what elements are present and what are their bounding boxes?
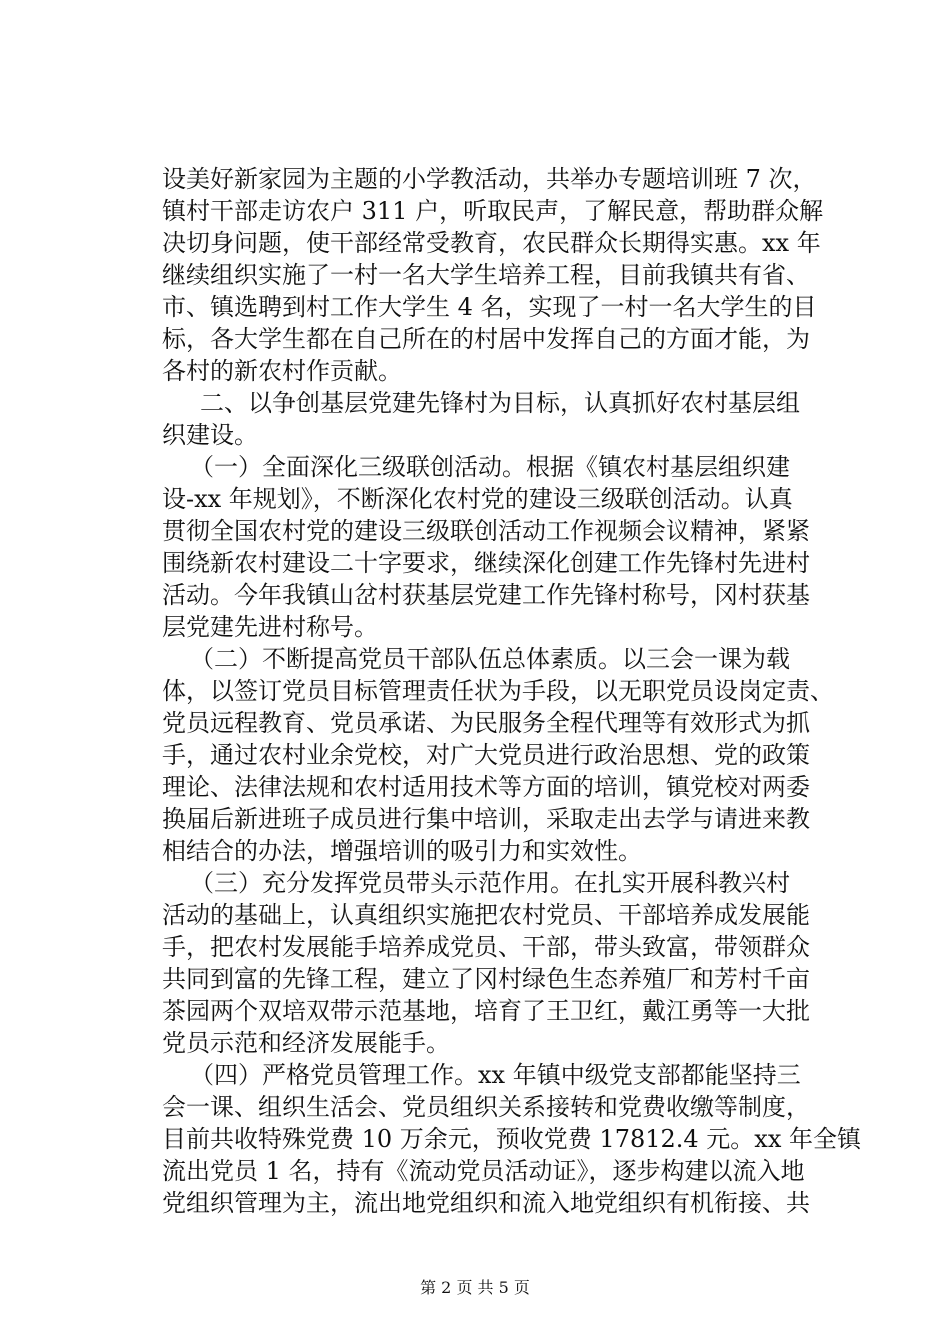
text-line: 流出党员 1 名，持有《流动党员活动证》，逐步构建以流入地 — [162, 1157, 805, 1185]
text-line: （二）不断提高党员干部队伍总体素质。以三会一课为载 — [190, 645, 790, 673]
text-line: （三）充分发挥党员带头示范作用。在扎实开展科教兴村 — [190, 869, 790, 897]
section-heading-line: 织建设。 — [162, 421, 258, 449]
text-line: 贯彻全国农村党的建设三级联创活动工作视频会议精神，紧紧 — [162, 517, 810, 545]
text-line: 换届后新进班子成员进行集中培训，采取走出去学与请进来教 — [162, 805, 810, 833]
page-number-footer: 第 2 页 共 5 页 — [420, 1278, 530, 1297]
text-line: 目前共收特殊党费 10 万余元，预收党费 17812.4 元。xx 年全镇 — [162, 1125, 861, 1153]
text-line: 层党建先进村称号。 — [162, 613, 378, 641]
text-line: 茶园两个双培双带示范基地，培育了王卫红，戴江勇等一大批 — [162, 997, 810, 1025]
text-line: 相结合的办法，增强培训的吸引力和实效性。 — [162, 837, 642, 865]
text-line: 标，各大学生都在自己所在的村居中发挥自己的方面才能，为 — [162, 325, 810, 353]
text-line: 围绕新农村建设二十字要求，继续深化创建工作先锋村先进村 — [162, 549, 810, 577]
text-line: （一）全面深化三级联创活动。根据《镇农村基层组织建 — [190, 453, 790, 481]
text-line: 决切身问题，使干部经常受教育，农民群众长期得实惠。xx 年 — [162, 229, 821, 257]
text-line: 共同到富的先锋工程，建立了冈村绿色生态养殖厂和芳村千亩 — [162, 965, 810, 993]
text-line: 继续组织实施了一村一名大学生培养工程，目前我镇共有省、 — [162, 261, 810, 289]
text-line: 活动的基础上，认真组织实施把农村党员、干部培养成发展能 — [162, 901, 810, 929]
text-line: 党员示范和经济发展能手。 — [162, 1029, 450, 1057]
text-line: 设-xx 年规划》，不断深化农村党的建设三级联创活动。认真 — [162, 485, 793, 513]
text-line: 活动。今年我镇山岔村获基层党建工作先锋村称号，冈村获基 — [162, 581, 810, 609]
text-line: 党员远程教育、党员承诺、为民服务全程代理等有效形式为抓 — [162, 709, 810, 737]
text-line: 理论、法律法规和农村适用技术等方面的培训，镇党校对两委 — [162, 773, 810, 801]
text-line: 会一课、组织生活会、党员组织关系接转和党费收缴等制度， — [162, 1093, 810, 1121]
text-line: 手，通过农村业余党校，对广大党员进行政治思想、党的政策 — [162, 741, 810, 769]
text-line: 市、镇选聘到村工作大学生 4 名，实现了一村一名大学生的目 — [162, 293, 817, 321]
text-line: 手，把农村发展能手培养成党员、干部，带头致富，带领群众 — [162, 933, 810, 961]
text-line: 体，以签订党员目标管理责任状为手段，以无职党员设岗定责、 — [162, 677, 834, 705]
section-heading-line: 二、以争创基层党建先锋村为目标，认真抓好农村基层组 — [200, 389, 800, 417]
text-line: 镇村干部走访农户 311 户，听取民声，了解民意，帮助群众解 — [162, 197, 824, 225]
text-line: 党组织管理为主，流出地党组织和流入地党组织有机衔接、共 — [162, 1189, 810, 1217]
text-line: 设美好新家园为主题的小学教活动，共举办专题培训班 7 次， — [162, 165, 817, 193]
text-line: 各村的新农村作贡献。 — [162, 357, 402, 385]
text-line: （四）严格党员管理工作。xx 年镇中级党支部都能坚持三 — [190, 1061, 801, 1089]
